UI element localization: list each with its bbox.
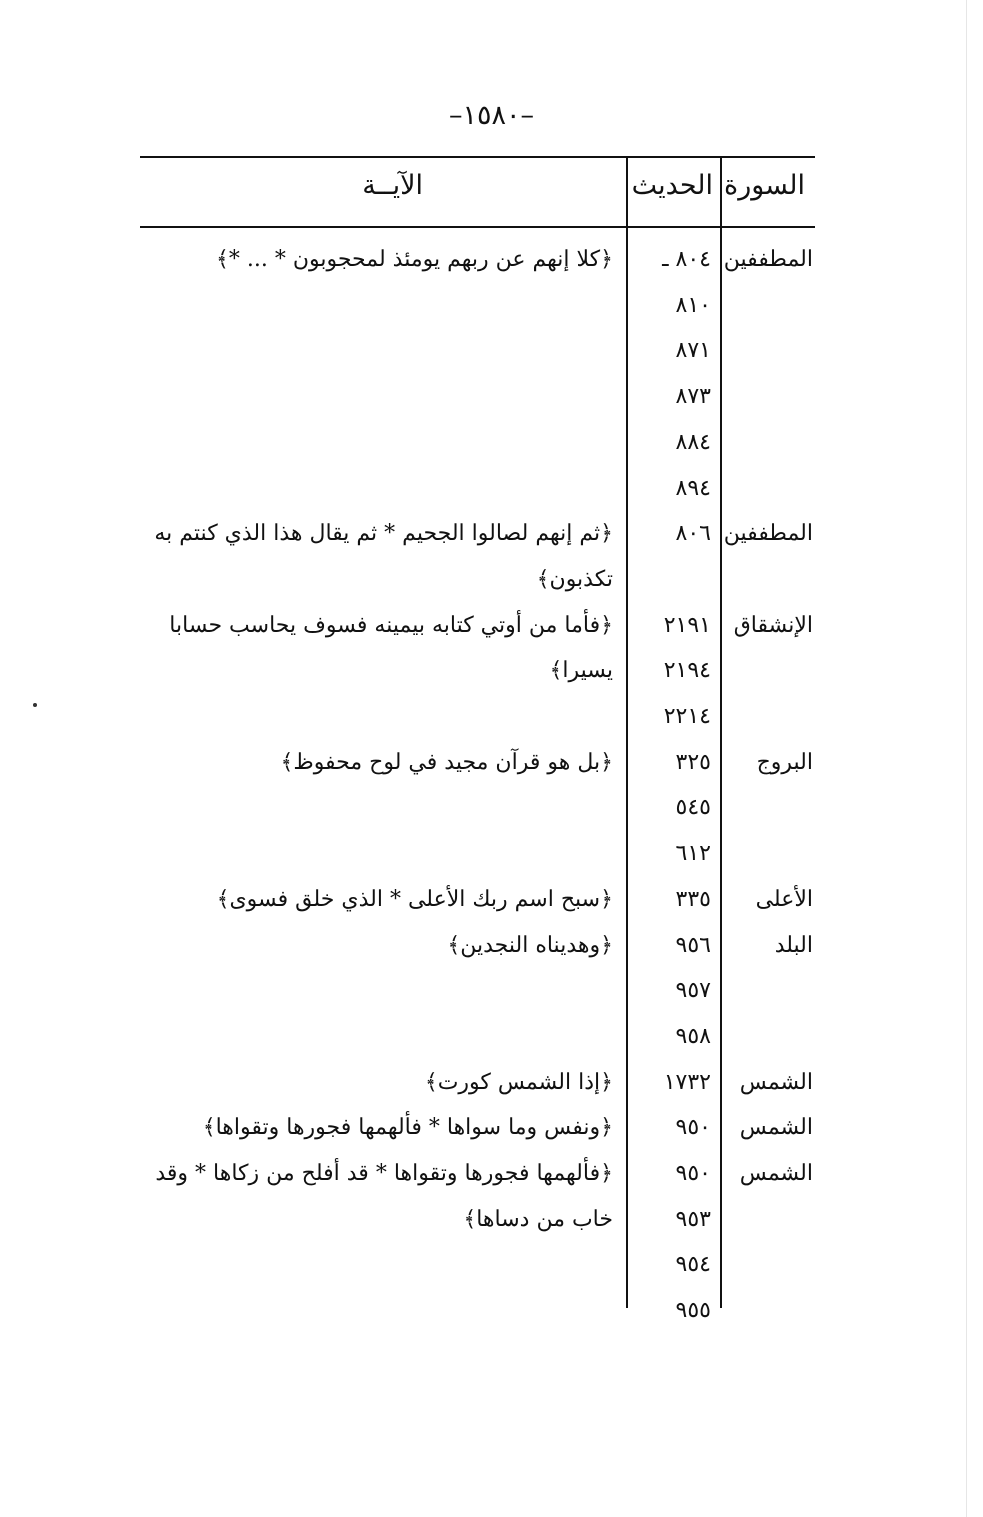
row-ayah-text: ﴿ونفس وما سواها * فألهمها فجورها وتقواها﴾	[202, 1115, 613, 1140]
row-surah: الشمس	[739, 1115, 813, 1140]
row-ayah-text: ﴿إذا الشمس كورت﴾	[424, 1070, 613, 1095]
row-ayah-text: ﴿كلا إنهم عن ربهم يومئذ لمحجوبون * ... *﴾	[215, 247, 613, 272]
row-surah: الشمس	[739, 1070, 813, 1095]
row-hadith-number: ٩٥٠	[675, 1115, 711, 1140]
row-hadith-number: ٣٣٥	[675, 887, 711, 912]
row-hadith-number: ٨٠٦	[675, 521, 711, 546]
row-ayah-text: ﴿فأما من أوتي كتابه بيمينه فسوف يحاسب حسابا	[169, 613, 613, 638]
column-divider-right	[720, 156, 722, 1308]
header-surah: السورة	[724, 170, 805, 201]
row-hadith-number: ٢١٩٤	[663, 658, 711, 683]
column-divider-left	[626, 156, 628, 1308]
row-hadith-number: ٣٢٥	[675, 750, 711, 775]
row-surah: المطففين	[723, 521, 813, 546]
row-hadith-number: ٩٥٣	[675, 1207, 711, 1232]
row-ayah-text: ﴿وهديناه النجدين﴾	[447, 933, 613, 958]
row-hadith-number: ١٧٣٢	[663, 1070, 711, 1095]
row-surah: البلد	[774, 933, 813, 958]
row-surah: الأعلى	[755, 887, 813, 912]
table-top-rule	[140, 156, 815, 158]
row-surah: المطففين	[723, 247, 813, 272]
row-hadith-number: ٨٧٣	[675, 384, 711, 409]
row-ayah-text: خاب من دساها﴾	[463, 1207, 613, 1232]
header-ayah: الآيــة	[362, 170, 423, 201]
row-hadith-number: ٩٥٥	[675, 1298, 711, 1323]
row-hadith-number: ٨٧١	[675, 338, 711, 363]
row-hadith-number: ٩٥٧	[675, 978, 711, 1003]
row-ayah-text: يسيرا﴾	[549, 658, 613, 683]
row-surah: الإنشقاق	[733, 613, 813, 638]
row-hadith-number: ٨١٠	[675, 293, 711, 318]
row-surah: الشمس	[739, 1161, 813, 1186]
row-hadith-number: ٨٨٤	[675, 430, 711, 455]
row-surah: البروج	[756, 750, 813, 775]
row-ayah-text: تكذبون﴾	[536, 567, 613, 592]
row-hadith-number: ٢١٩١	[663, 613, 711, 638]
margin-dot	[33, 703, 37, 707]
row-hadith-number: ٩٥٨	[675, 1024, 711, 1049]
row-hadith-number: ٩٥٦	[675, 933, 711, 958]
row-ayah-text: ﴿فألهمها فجورها وتقواها * قد أفلح من زكاها * وقد	[155, 1161, 613, 1186]
row-hadith-number: ٨٠٤ ـ	[662, 247, 711, 272]
row-ayah-text: ﴿سبح اسم ربك الأعلى * الذي خلق فسوى﴾	[216, 887, 613, 912]
row-ayah-text: ﴿بل هو قرآن مجيد في لوح محفوظ﴾	[280, 750, 613, 775]
page-edge-line	[966, 0, 967, 1517]
header-bottom-rule	[140, 226, 815, 228]
header-hadith: الحديث	[631, 170, 713, 201]
page-number: –١٥٨٠–	[448, 100, 534, 131]
row-hadith-number: ٦١٢	[675, 841, 711, 866]
row-hadith-number: ٢٢١٤	[663, 704, 711, 729]
row-hadith-number: ٥٤٥	[675, 795, 711, 820]
row-hadith-number: ٩٥٤	[675, 1252, 711, 1277]
row-hadith-number: ٨٩٤	[675, 476, 711, 501]
row-ayah-text: ﴿ثم إنهم لصالوا الجحيم * ثم يقال هذا الذي كنتم به	[154, 521, 613, 546]
row-hadith-number: ٩٥٠	[675, 1161, 711, 1186]
